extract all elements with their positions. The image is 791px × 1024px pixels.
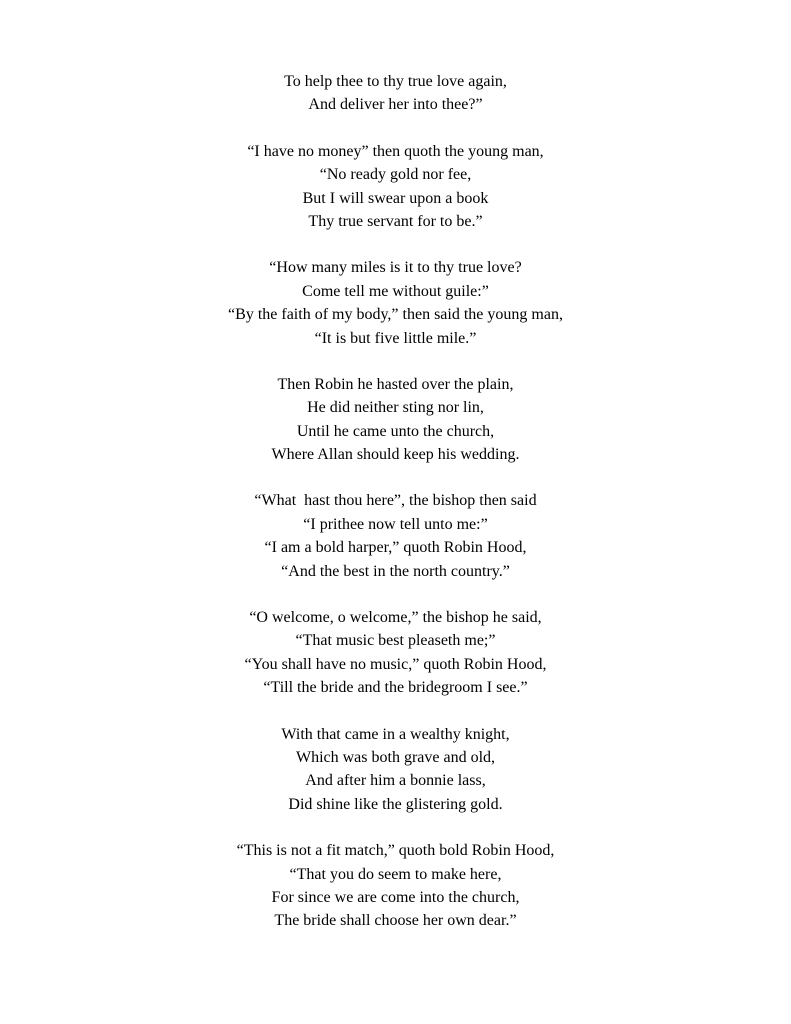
poem-line: “This is not a fit match,” quoth bold Robin Hood, (236, 842, 555, 860)
poem-line: “How many miles is it to thy true love? (269, 259, 522, 277)
stanza-3 (0, 256, 791, 350)
poem-line: For since we are come into the church, (271, 888, 520, 906)
poem-line: Come tell me without guile:” (302, 282, 489, 300)
poem-line: He did neither sting nor lin, (307, 399, 484, 417)
poem-line: With that came in a wealthy knight, (281, 725, 510, 743)
poem-line: “Till the bride and the bridegroom I see.” (263, 679, 528, 697)
stanza-1 (0, 70, 791, 117)
poem-line: And after him a bonnie lass, (305, 772, 486, 790)
poem-page (0, 70, 791, 956)
poem-line: “And the best in the north country.” (281, 562, 510, 580)
poem-line: “O welcome, o welcome,” the bishop he said, (249, 609, 542, 627)
stanza-8 (0, 839, 791, 933)
poem-line: The bride shall choose her own dear.” (274, 912, 517, 930)
poem-line: “That music best pleaseth me;” (295, 632, 496, 650)
stanza-6 (0, 606, 791, 700)
poem-line: Which was both grave and old, (295, 748, 496, 766)
poem-line: “That you do seem to make here, (289, 865, 502, 883)
stanza-7 (0, 723, 791, 817)
poem-line: “I am a bold harper,” quoth Robin Hood, (264, 539, 527, 557)
poem-line: “By the faith of my body,” then said the young man, (228, 306, 563, 324)
stanza-2 (0, 140, 791, 234)
poem-line: “What hast thou here”, the bishop then said (254, 492, 537, 510)
poem-line: To help thee to thy true love again, (284, 73, 507, 90)
poem-line: And deliver her into thee?” (308, 96, 483, 114)
poem-line: Thy true servant for to be.” (308, 212, 483, 230)
poem-line: “I have no money” then quoth the young man, (247, 142, 544, 160)
stanza-4 (0, 373, 791, 467)
poem-line: “You shall have no music,” quoth Robin Hood, (244, 655, 547, 673)
stanza-5 (0, 489, 791, 583)
poem-line: Did shine like the glistering gold. (288, 795, 503, 813)
poem-line: But I will swear upon a book (302, 189, 489, 207)
poem-line: Where Allan should keep his wedding. (271, 446, 520, 464)
poem-line: “It is but five little mile.” (314, 329, 477, 347)
poem-line: Until he came unto the church, (296, 422, 495, 440)
poem-line: “I prithee now tell unto me:” (303, 515, 488, 533)
poem-line: Then Robin he hasted over the plain, (277, 375, 514, 393)
poem-line: “No ready gold nor fee, (319, 166, 472, 184)
